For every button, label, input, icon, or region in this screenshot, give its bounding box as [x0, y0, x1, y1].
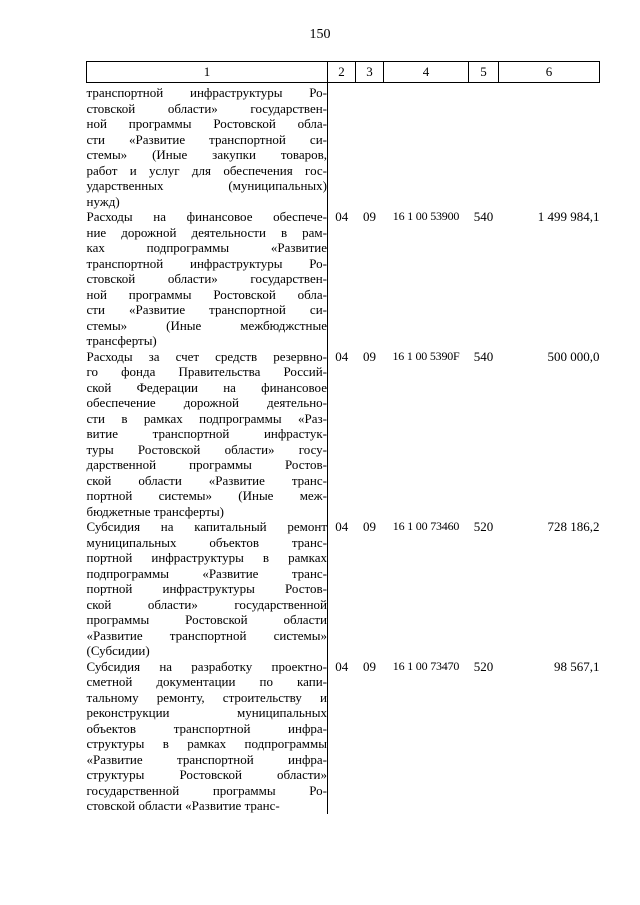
- description-line: (Субсидии): [86, 643, 150, 658]
- page-number: 150: [309, 27, 331, 42]
- expense-type-code: 540: [473, 209, 494, 224]
- description-line: обеспечение дорожной деятельно-: [86, 395, 327, 410]
- column-header-2: 2: [328, 62, 356, 83]
- table-row: [87, 83, 600, 210]
- description-line: Расходы за счет средств резервно-: [86, 348, 327, 364]
- amount: 500 000,0: [547, 348, 600, 364]
- description-line: «Развитие транспортной инфра-: [86, 751, 327, 767]
- description-line: сти «Развитие транспортной си-: [86, 302, 327, 317]
- subsection-code: 09: [363, 658, 376, 674]
- row-description: [87, 659, 328, 814]
- description-line: стемы» (Иные межбюджстные: [86, 317, 327, 333]
- target-article-code: [384, 83, 469, 210]
- table-row: [87, 349, 600, 520]
- amount: 98 567,1: [554, 658, 600, 674]
- description-line: ской области «Развитие транс-: [86, 472, 327, 488]
- description-line: ской Федерации на финансовое: [86, 379, 327, 395]
- description-line: витие транспортной инфрастук-: [86, 426, 327, 441]
- subsection-code: 09: [363, 348, 376, 364]
- description-line: сметной документации по капи-: [86, 674, 327, 689]
- expense-type-code: [469, 83, 499, 210]
- description-line: ударственных (муниципальных): [86, 178, 327, 193]
- description-line: структуры Ростовской области»: [86, 767, 327, 782]
- target-article-code: 16 1 00 73460: [392, 519, 460, 533]
- description-line: портной инфраструктуры Ростов-: [86, 581, 327, 596]
- description-line: трансферты): [86, 333, 157, 348]
- description-line: государственной программы Ро-: [86, 782, 327, 798]
- subsection-code: [356, 83, 384, 210]
- table-body: [87, 83, 600, 814]
- description-line: дарственной программы Ростов-: [86, 457, 327, 472]
- description-line: туры Ростовской области» госу-: [86, 441, 327, 457]
- description-line: транспортной инфраструктуры Ро-: [86, 85, 327, 100]
- column-header-5: 5: [469, 62, 499, 83]
- expense-type-code: 540: [473, 348, 494, 364]
- amount: 728 186,2: [547, 519, 600, 534]
- section-code: 04: [335, 519, 349, 534]
- description-line: работ и услуг для обеспечения гос-: [86, 162, 327, 178]
- description-line: стемы» (Иные закупки товаров,: [86, 147, 327, 162]
- description-line: «Развитие транспортной системы»: [86, 627, 327, 643]
- column-header-1: 1: [87, 62, 328, 83]
- column-header-4: 4: [384, 62, 469, 83]
- description-line: Расходы на финансовое обеспече-: [86, 209, 327, 224]
- description-line: ской области» государственной: [86, 596, 327, 612]
- description-line: стовской области» государствен-: [86, 271, 327, 286]
- section-code: 04: [335, 658, 349, 674]
- row-description: [87, 83, 328, 210]
- description-line: ной программы Ростовской обла-: [86, 116, 327, 131]
- section-code: [328, 83, 356, 210]
- description-line: сти «Развитие транспортной си-: [86, 131, 327, 147]
- target-article-code: 16 1 00 53900: [392, 209, 460, 223]
- description-line: транспортной инфраструктуры Ро-: [86, 255, 327, 271]
- row-description: [87, 349, 328, 520]
- description-line: ной программы Ростовской обла-: [86, 286, 327, 302]
- table-row: [87, 209, 600, 349]
- row-description: [87, 209, 328, 349]
- description-line: ние дорожной деятельности в рам-: [86, 224, 327, 240]
- description-line: портной системы» (Иные меж-: [86, 488, 327, 503]
- expense-type-code: 520: [473, 658, 494, 674]
- section-code: 04: [335, 348, 349, 364]
- description-line: стовской области» государствен-: [86, 100, 327, 116]
- description-line: Субсидия на разработку проектно-: [86, 658, 327, 674]
- description-line: Субсидия на капитальный ремонт: [86, 519, 327, 534]
- target-article-code: 16 1 00 73470: [392, 658, 460, 673]
- column-header-3: 3: [356, 62, 384, 83]
- description-line: муниципальных объектов транс-: [86, 534, 327, 550]
- description-line: реконструкции муниципальных: [86, 705, 327, 720]
- table-row: [87, 519, 600, 659]
- budget-table: [86, 61, 600, 814]
- description-line: структуры в рамках подпрограммы: [86, 736, 327, 751]
- amount: [499, 83, 600, 210]
- target-article-code: 16 1 00 5390F: [392, 348, 460, 363]
- description-line: портной инфраструктуры в рамках: [86, 550, 327, 565]
- subsection-code: 09: [363, 519, 376, 534]
- description-line: нужд): [86, 193, 120, 209]
- table-header-row: [87, 62, 600, 83]
- description-line: объектов транспортной инфра-: [86, 720, 327, 736]
- section-code: 04: [335, 209, 349, 224]
- description-line: подпрограммы «Развитие транс-: [86, 565, 327, 581]
- description-line: бюджетные трансферты): [86, 503, 225, 519]
- description-line: ках подпрограммы «Развитие: [86, 240, 327, 255]
- expense-type-code: 520: [473, 519, 494, 534]
- table-row: [87, 659, 600, 814]
- column-header-6: 6: [499, 62, 600, 83]
- description-line: го фонда Правительства Россий-: [86, 364, 327, 379]
- description-line: стовской области «Развитие транс-: [86, 798, 280, 813]
- row-description: [87, 519, 328, 659]
- description-line: тальному ремонту, строительству и: [86, 689, 327, 705]
- subsection-code: 09: [363, 209, 376, 224]
- description-line: сти в рамках подпрограммы «Раз-: [86, 410, 327, 426]
- amount: 1 499 984,1: [537, 209, 600, 224]
- description-line: программы Ростовской области: [86, 612, 327, 627]
